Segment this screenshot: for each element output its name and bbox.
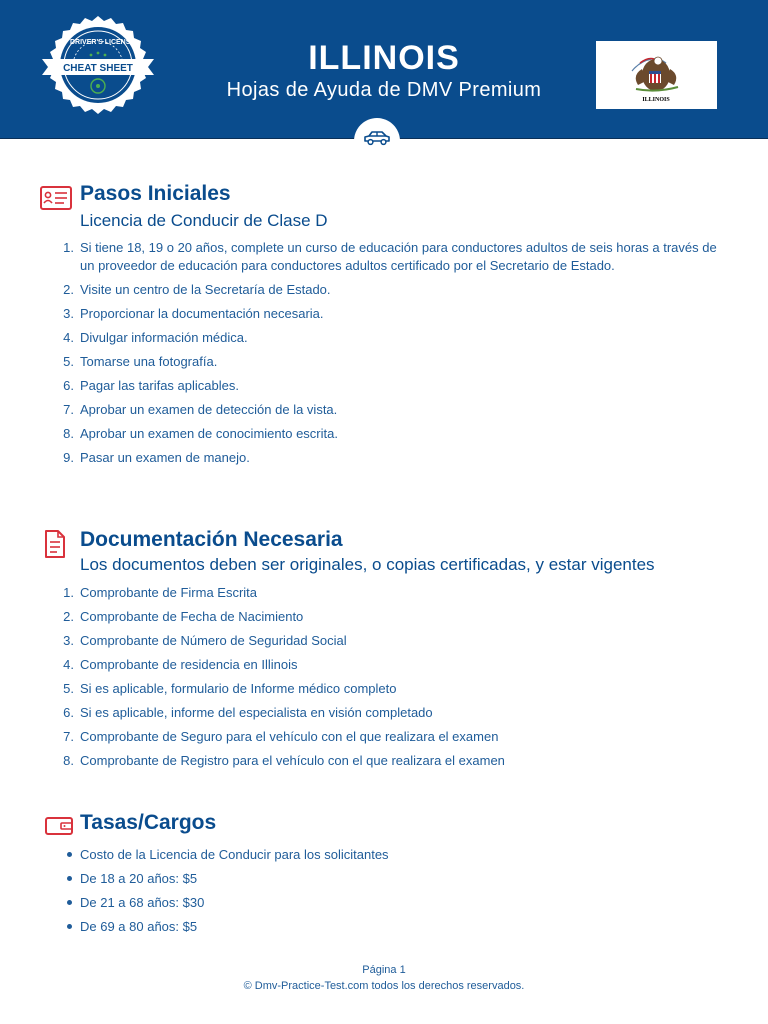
bullet-dot: [67, 924, 72, 929]
list-item-number: 5.: [63, 354, 74, 369]
documentacion-list: [0, 584, 768, 776]
section-title: Tasas/Cargos: [80, 811, 217, 834]
list-item: [0, 353, 768, 371]
list-item: [0, 728, 768, 746]
badge-label: CHEAT SHEET: [63, 63, 133, 74]
bullet-text: De 21 a 68 años: $30: [80, 895, 205, 910]
list-item-number: 6.: [63, 378, 74, 393]
bullet-dot: [67, 852, 72, 857]
list-item-number: 2.: [63, 609, 74, 624]
section-subtitle: Los documentos deben ser originales, o copias certificadas, y estar vigentes: [80, 555, 655, 574]
list-item-text: Comprobante de Registro para el vehículo con el que realizara el examen: [80, 753, 505, 768]
bullet-text: De 18 a 20 años: $5: [80, 871, 198, 886]
list-item-text: Tomarse una fotografía.: [80, 354, 218, 369]
list-item: [0, 632, 768, 650]
pasos-list: [0, 239, 768, 473]
document-icon: [44, 529, 66, 559]
list-item-number: 3.: [63, 633, 74, 648]
list-item: [0, 584, 768, 602]
list-item: [0, 401, 768, 419]
list-item-text: Comprobante de Número de Seguridad Social: [80, 633, 347, 648]
list-item: [0, 704, 768, 722]
list-item-text: Pagar las tarifas aplicables.: [80, 378, 239, 393]
list-item-text: Si es aplicable, informe del especialista en visión completado: [80, 705, 433, 720]
list-item-number: 8.: [63, 426, 74, 441]
bullet-text: De 69 a 80 años: $5: [80, 919, 198, 934]
list-item-text: Comprobante de Seguro para el vehículo con el que realizara el examen: [80, 729, 499, 744]
list-item-text: Aprobar un examen de detección de la vista.: [80, 402, 338, 417]
copyright: © Dmv-Practice-Test.com todos los derechos reservados.: [243, 980, 525, 992]
list-item-text: Comprobante de Fecha de Nacimiento: [80, 609, 304, 624]
list-item: [0, 239, 768, 275]
list-item-text: Comprobante de residencia en Illinois: [80, 657, 298, 672]
bullet-item: [0, 894, 768, 912]
cheat-sheet-badge-icon: [40, 15, 156, 115]
list-item-number: 2.: [63, 282, 74, 297]
list-item: [0, 377, 768, 395]
title-block: [170, 38, 598, 104]
page-subtitle: Hojas de Ayuda de DMV Premium: [226, 79, 542, 101]
id-card-icon: [40, 186, 72, 210]
list-item: [0, 329, 768, 347]
list-item-number: 1.: [63, 240, 74, 255]
list-item: [0, 608, 768, 626]
tasas-list: [0, 846, 768, 942]
list-item-text: Proporcionar la documentación necesaria.: [80, 306, 324, 321]
bullet-text: Costo de la Licencia de Conducir para los solicitantes: [80, 847, 389, 862]
list-item-number: 1.: [63, 585, 74, 600]
list-item: [0, 425, 768, 443]
car-tab: [354, 118, 400, 158]
list-item-text: Visite un centro de la Secretaría de Estado.: [80, 282, 331, 297]
bullet-item: [0, 918, 768, 936]
car-icon: [362, 129, 392, 147]
list-item-text: Pasar un examen de manejo.: [80, 450, 250, 465]
list-item-number: 7.: [63, 402, 74, 417]
list-item-number: 3.: [63, 306, 74, 321]
bullet-item: [0, 870, 768, 888]
list-item: [0, 305, 768, 323]
list-item-text: Comprobante de Firma Escrita: [80, 585, 258, 600]
list-item-number: 6.: [63, 705, 74, 720]
list-item: [0, 449, 768, 467]
list-item: [0, 656, 768, 674]
section-title: Pasos Iniciales: [80, 182, 231, 205]
flag-label: ILLINOIS: [642, 97, 670, 103]
list-item-number: 5.: [63, 681, 74, 696]
list-item-text: Divulgar información médica.: [80, 330, 248, 345]
section-subtitle: Licencia de Conducir de Clase D: [80, 211, 328, 230]
badge-top-text: DRIVER'S LICENSE: [70, 39, 136, 46]
list-item-text: Aprobar un examen de conocimiento escrita.: [80, 426, 338, 441]
section-title: Documentación Necesaria: [80, 528, 343, 551]
bullet-dot: [67, 876, 72, 881]
list-item: [0, 281, 768, 299]
list-item-text: Si tiene 18, 19 o 20 años, complete un curso de educación para conductores adultos de seis horas a través de un proveedor de educación para conductores adultos certificado por el Secretario de Estado.: [80, 240, 717, 273]
list-item: [0, 752, 768, 770]
illinois-flag-icon: [596, 41, 717, 109]
page-footer: [0, 962, 768, 994]
page-number: Página 1: [362, 964, 406, 976]
bullet-item: [0, 846, 768, 864]
list-item-number: 4.: [63, 330, 74, 345]
list-item-number: 7.: [63, 729, 74, 744]
list-item-number: 4.: [63, 657, 74, 672]
list-item-text: Si es aplicable, formulario de Informe médico completo: [80, 681, 397, 696]
wallet-icon: [45, 816, 73, 836]
list-item: [0, 680, 768, 698]
list-item-number: 8.: [63, 753, 74, 768]
bullet-dot: [67, 900, 72, 905]
list-item-number: 9.: [63, 450, 74, 465]
page-title: ILLINOIS: [308, 39, 460, 77]
